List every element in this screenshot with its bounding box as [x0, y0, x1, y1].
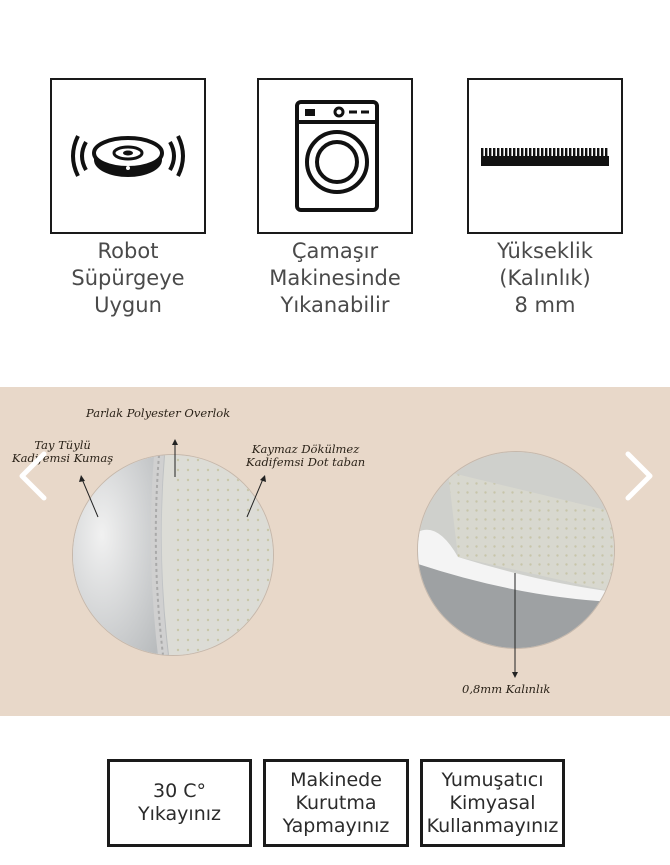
care-no-tumble-dry: Makinede Kurutma Yapmayınız	[263, 759, 409, 847]
annotation-thickness: 0,8mm Kalınlık	[462, 682, 551, 696]
chevron-right-icon	[618, 448, 658, 504]
carousel-next-button[interactable]	[618, 448, 658, 504]
feature-label-thickness: Yükseklik (Kalınlık) 8 mm	[497, 239, 593, 317]
thickness-feature-box	[467, 78, 623, 234]
care-wash-30: 30 C° Yıkayınız	[107, 759, 252, 847]
robot-vacuum-feature-box	[50, 78, 206, 234]
care-no-softener: Yumuşatıcı Kimyasal Kullanmayınız	[420, 759, 565, 847]
feature-label-robot: Robot Süpürgeye Uygun	[71, 239, 185, 317]
product-detail-band	[0, 387, 670, 716]
washing-machine-feature-box	[257, 78, 413, 234]
chevron-left-icon	[14, 448, 54, 504]
annotation-arrows	[0, 387, 670, 716]
annotation-fabric: Tay Tüylü Kadifemsi Kumaş	[12, 438, 114, 465]
carousel-prev-button[interactable]	[14, 448, 54, 504]
robot-vacuum-icon	[52, 80, 204, 232]
annotation-overlock: Parlak Polyester Overlok	[86, 406, 231, 420]
washing-machine-icon	[259, 80, 411, 232]
thickness-icon	[469, 80, 621, 232]
feature-label-washing: Çamaşır Makinesinde Yıkanabilir	[269, 239, 401, 317]
annotation-base: Kaymaz Dökülmez Kadifemsi Dot taban	[246, 442, 366, 469]
